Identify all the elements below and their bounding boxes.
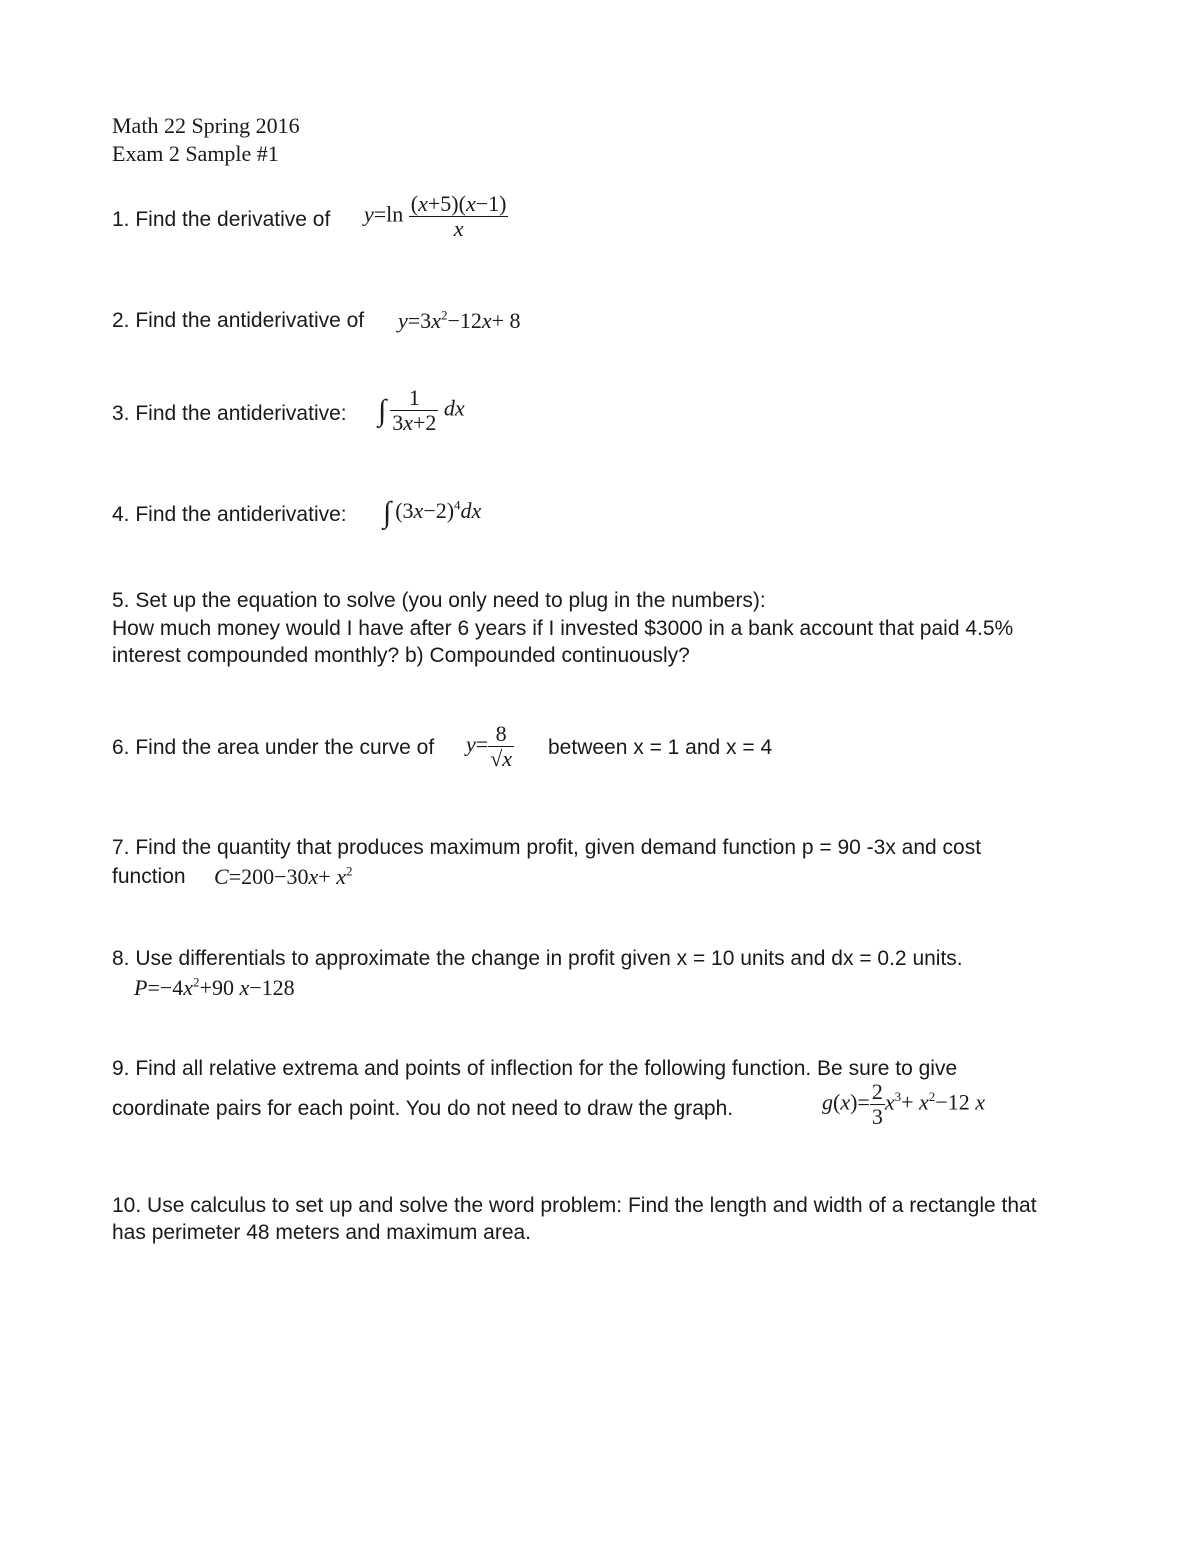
course-title: Math 22 Spring 2016	[112, 113, 300, 138]
question-4-prompt: 4. Find the antiderivative:	[112, 503, 347, 526]
question-10-line-1: 10. Use calculus to set up and solve the word problem: Find the length and width of a rectangle that	[112, 1194, 1037, 1217]
question-6-suffix: between x = 1 and x = 4	[548, 736, 773, 759]
question-7-line-2: function	[112, 865, 186, 888]
question-2-formula: $y=3x^2-12x+ 8$	[398, 307, 521, 333]
question-6-prompt: 6. Find the area under the curve of	[112, 736, 435, 759]
question-5-line-1: 5. Set up the equation to solve (you only need to plug in the numbers):	[112, 589, 766, 612]
question-1-formula: y=ln $\frac{(x+5)(x-1)}{x}$	[364, 191, 507, 241]
question-8-formula: $P=-4x^2+90$ x−128	[134, 974, 295, 1000]
question-9-line-2: coordinate pairs for each point. You do not need to draw the graph.	[112, 1097, 734, 1120]
question-1-prompt: 1. Find the derivative of	[112, 208, 331, 231]
question-6-formula: y= $\frac{8}{√x}$	[466, 721, 513, 771]
question-4-formula: ∫ $(3x-2)^4dx$	[383, 496, 482, 529]
question-9-formula: g(x)= $\frac{2}{3}$ $x^3+ x^2-12$ x	[822, 1079, 985, 1129]
question-7-line-1: 7. Find the quantity that produces maximum profit, given demand function p = 90 -3x and cost	[112, 836, 982, 859]
question-3-formula: ∫ $\frac{1}{3x+2}$ dx	[378, 385, 465, 435]
question-9-line-1: 9. Find all relative extrema and points of inflection for the following function. Be sure to give	[112, 1057, 958, 1080]
question-2-prompt: 2. Find the antiderivative of	[112, 309, 365, 332]
exam-title: Exam 2 Sample #1	[112, 141, 279, 166]
question-10-line-2: has perimeter 48 meters and maximum area.	[112, 1221, 532, 1244]
question-8-line-1: 8. Use differentials to approximate the change in profit given x = 10 units and dx = 0.2 units.	[112, 947, 963, 970]
question-5-line-3: interest compounded monthly? b) Compounded continuously?	[112, 644, 690, 667]
question-3-prompt: 3. Find the antiderivative:	[112, 402, 347, 425]
question-5-line-2: How much money would I have after 6 years if I invested $3000 in a bank account that paid 4.5%	[112, 617, 1014, 640]
question-7-formula: $C=200-30x+ x^2$	[214, 863, 353, 889]
